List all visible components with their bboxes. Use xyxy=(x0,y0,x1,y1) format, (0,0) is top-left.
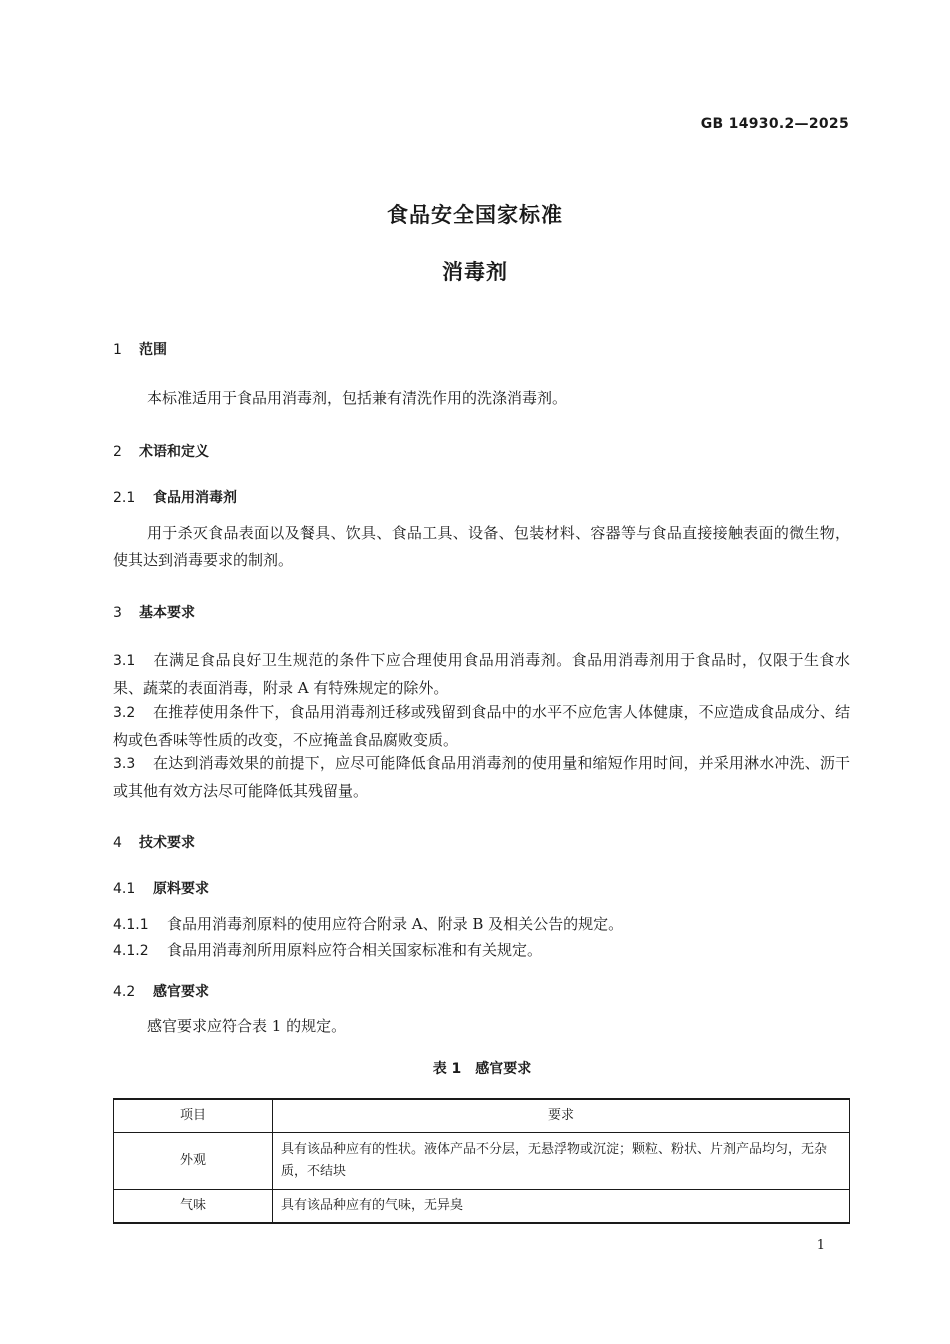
document-title: 食品安全国家标准 xyxy=(387,203,563,227)
section-number: 4.2 xyxy=(113,984,136,1000)
section-3-heading xyxy=(113,602,195,622)
page-number: 1 xyxy=(816,1238,825,1253)
section-2-1-body: 用于杀灭食品表面以及餐具、饮具、食品工具、设备、包装材料、容器等与食品直接接触表面的微生物，使其达到消毒要求的制剂。 xyxy=(113,524,850,569)
section-number: 4.1 xyxy=(113,881,136,897)
section-number: 3 xyxy=(113,605,122,621)
section-4-1-2 xyxy=(113,937,850,965)
clause-text: 在满足食品良好卫生规范的条件下应合理使用食品用消毒剂。食品用消毒剂用于食品时，仅限于生食水果、蔬菜的表面消毒，附录 A 有特殊规定的除外。 xyxy=(113,651,850,697)
section-4-2-heading xyxy=(113,981,209,1001)
clause-number: 3.1 xyxy=(113,653,136,669)
table-header-row xyxy=(114,1099,850,1133)
document-subtitle: 消毒剂 xyxy=(442,260,508,284)
section-2-1-heading xyxy=(113,487,237,507)
section-3-3 xyxy=(113,750,850,805)
section-title: 范围 xyxy=(139,342,167,358)
table-cell-item: 气味 xyxy=(114,1190,273,1224)
section-number: 4 xyxy=(113,835,122,851)
table-cell-requirement: 具有该品种应有的气味，无异臭 xyxy=(273,1190,850,1224)
section-title: 原料要求 xyxy=(153,881,209,897)
section-3-1 xyxy=(113,647,850,702)
clause-number: 4.1.1 xyxy=(113,917,149,933)
column-header-requirement: 要求 xyxy=(273,1099,850,1133)
section-4-1-heading xyxy=(113,878,209,898)
clause-number: 3.2 xyxy=(113,705,136,721)
section-number: 2 xyxy=(113,444,122,460)
table-row xyxy=(114,1190,850,1224)
section-4-1-1 xyxy=(113,911,850,939)
clause-number: 4.1.2 xyxy=(113,943,149,959)
clause-text: 在达到消毒效果的前提下，应尽可能降低食品用消毒剂的使用量和缩短作用时间，并采用淋水冲洗、沥干或其他有效方法尽可能降低其残留量。 xyxy=(113,754,850,800)
section-1-heading xyxy=(113,339,167,359)
table-cell-item: 外观 xyxy=(114,1133,273,1190)
table-caption: 表 1 感官要求 xyxy=(432,1061,532,1077)
section-3-2 xyxy=(113,699,850,754)
column-header-item: 项目 xyxy=(114,1099,273,1133)
clause-number: 3.3 xyxy=(113,756,136,772)
section-title: 食品用消毒剂 xyxy=(153,490,237,506)
clause-text: 食品用消毒剂原料的使用应符合附录 A、附录 B 及相关公告的规定。 xyxy=(167,915,624,933)
section-4-heading xyxy=(113,832,195,852)
clause-text: 食品用消毒剂所用原料应符合相关国家标准和有关规定。 xyxy=(167,941,543,959)
table-row xyxy=(114,1133,850,1190)
section-title: 感官要求 xyxy=(153,984,209,1000)
table-cell-requirement: 具有该品种应有的性状。液体产品不分层，无悬浮物或沉淀；颗粒、粉状、片剂产品均匀，无杂质，不结块 xyxy=(273,1133,850,1190)
section-number: 1 xyxy=(113,342,122,358)
section-2-heading xyxy=(113,441,209,461)
section-title: 技术要求 xyxy=(139,835,195,851)
section-title: 术语和定义 xyxy=(139,444,209,460)
section-title: 基本要求 xyxy=(139,605,195,621)
standard-code: GB 14930.2—2025 xyxy=(700,116,849,132)
clause-text: 在推荐使用条件下，食品用消毒剂迁移或残留到食品中的水平不应危害人体健康，不应造成食品成分、结构或色香味等性质的改变，不应掩盖食品腐败变质。 xyxy=(113,703,850,749)
section-1-body: 本标准适用于食品用消毒剂，包括兼有清洗作用的洗涤消毒剂。 xyxy=(147,389,568,407)
section-4-2-body: 感官要求应符合表 1 的规定。 xyxy=(147,1017,347,1035)
section-number: 2.1 xyxy=(113,490,136,506)
sensory-requirements-table xyxy=(113,1098,850,1224)
